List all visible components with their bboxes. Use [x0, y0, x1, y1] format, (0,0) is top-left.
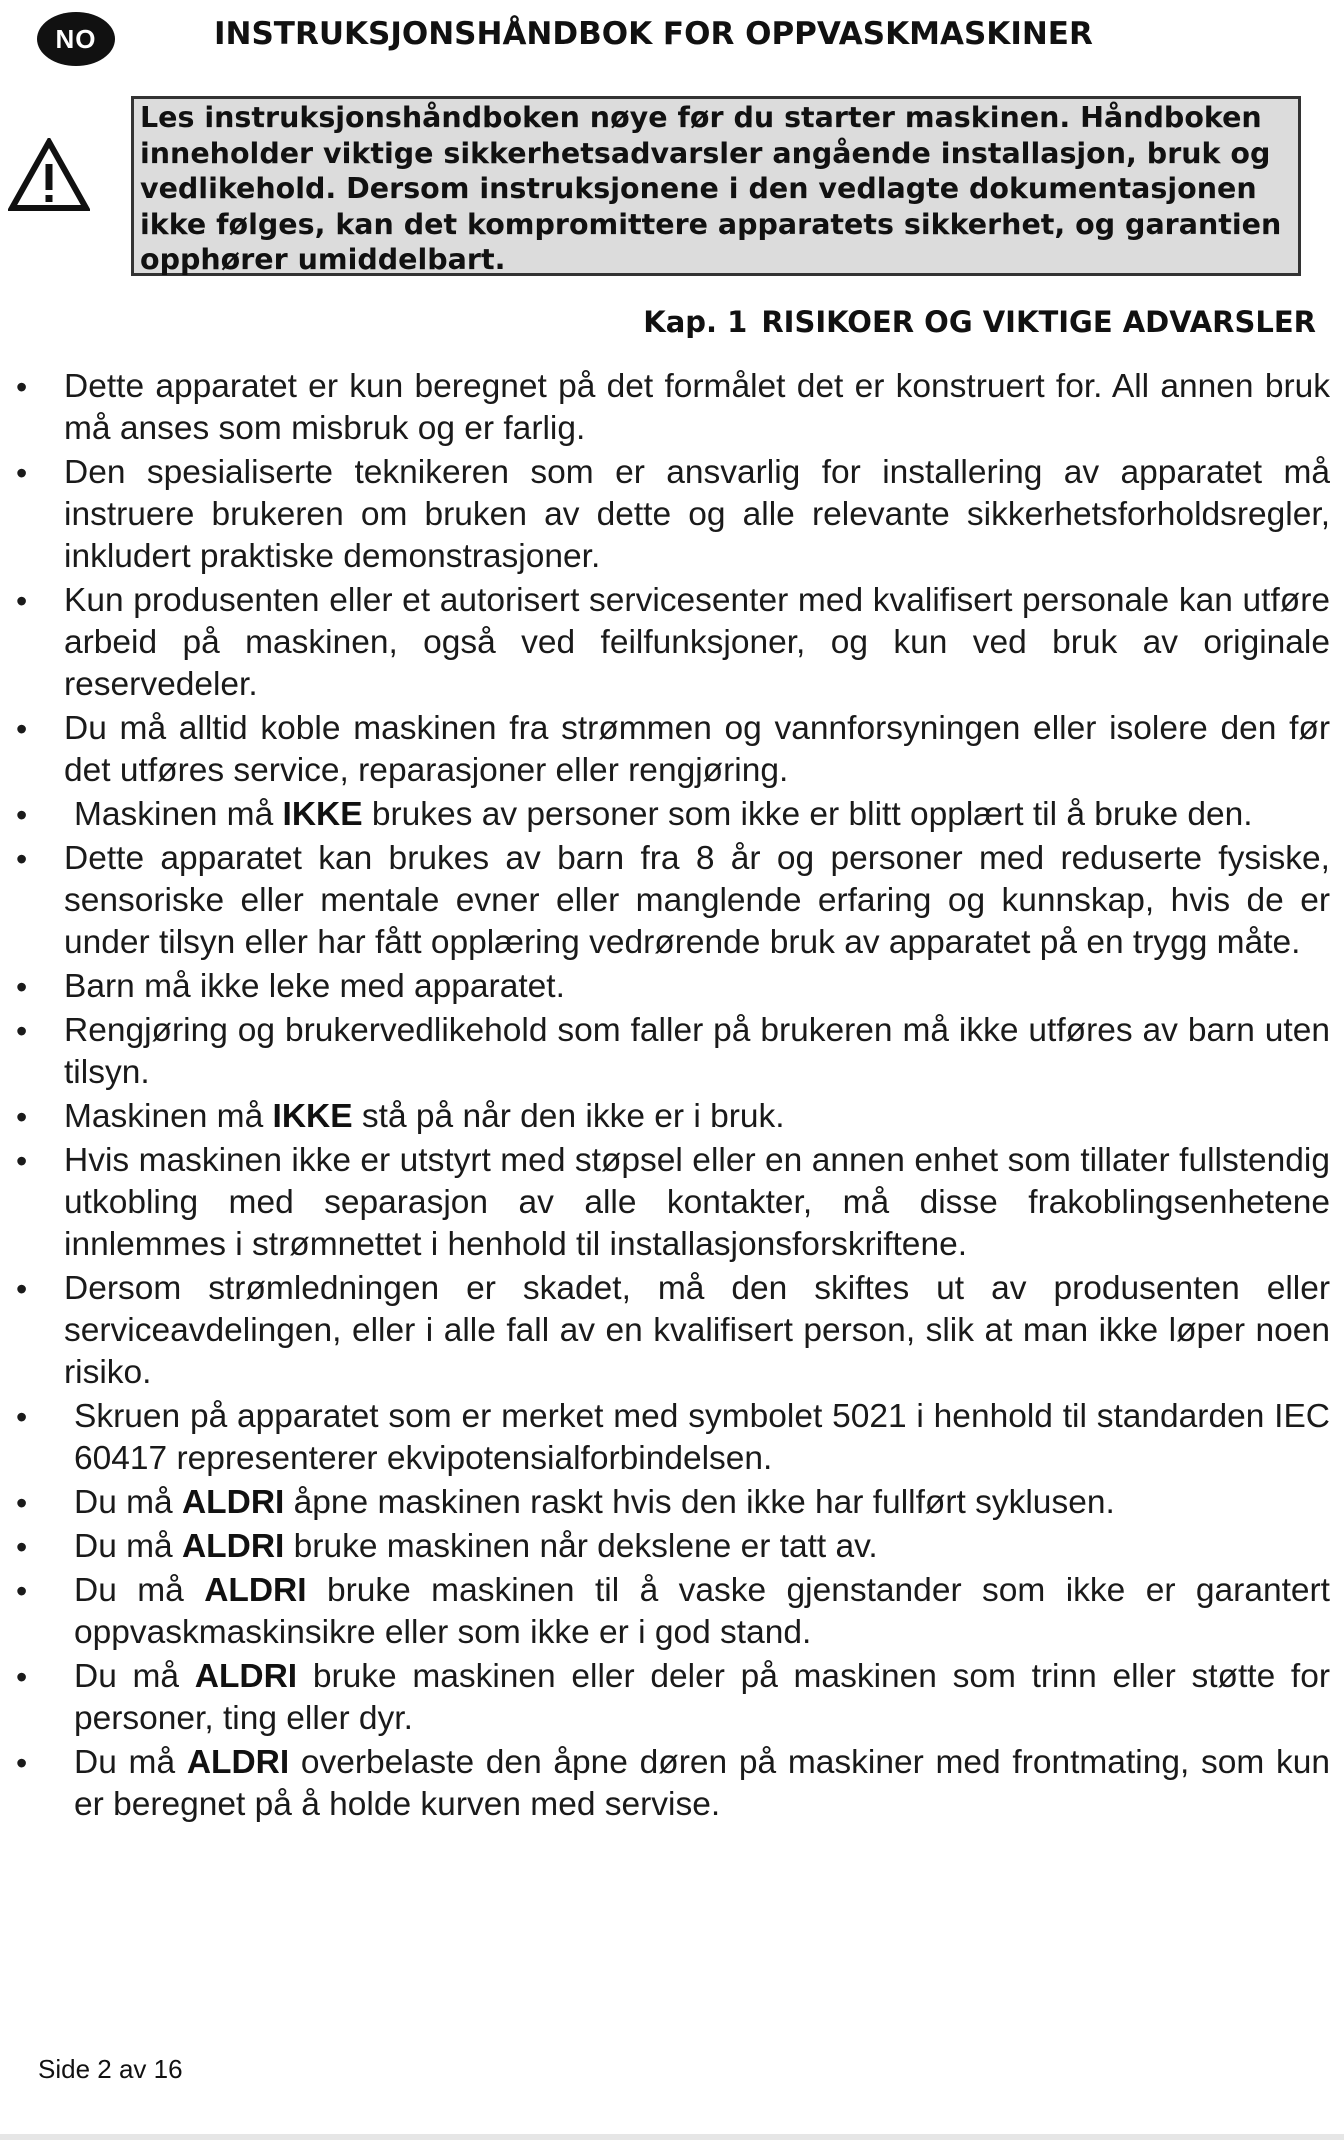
- chapter-heading: [643, 303, 1316, 341]
- list-item: • Rengjøring og brukervedlikehold som faller på brukeren må ikke utføres av barn uten tilsyn.: [14, 1010, 1330, 1094]
- list-item: • Dette apparatet er kun beregnet på det formålet det er konstruert for. All annen bruk må anses som misbruk og er farlig.: [14, 366, 1330, 450]
- language-badge: NO: [37, 12, 115, 66]
- list-item: • Maskinen må IKKE stå på når den ikke er i bruk.: [14, 1096, 1330, 1138]
- list-item: • Du må ALDRI bruke maskinen til å vaske gjenstander som ikke er garantert oppvaskmaskinsikre eller som ikke er i god stand.: [14, 1570, 1330, 1654]
- list-item: • Skruen på apparatet som er merket med symbolet 5021 i henhold til standarden IEC 60417 representerer ekvipotensialforbindelsen.: [14, 1396, 1330, 1480]
- list-item: • Dette apparatet kan brukes av barn fra 8 år og personer med reduserte fysiske, sensoriske eller mentale evner eller manglende erfaring og kunnskap, hvis de er under tilsyn eller har fått opplæring vedrørende bruk av apparatet på en trygg måte.: [14, 838, 1330, 964]
- list-item: • Den spesialiserte teknikeren som er ansvarlig for installering av apparatet må instruere brukeren om bruken av dette og alle relevante sikkerhetsforholdsregler, inkludert praktiske demonstrasjoner.: [14, 452, 1330, 578]
- list-item: • Barn må ikke leke med apparatet.: [14, 966, 1330, 1008]
- page-number: Side 2 av 16: [38, 2054, 183, 2084]
- warning-triangle-icon: [8, 138, 90, 212]
- safety-warning-box: [131, 96, 1301, 276]
- chapter-number: Kap. 1: [643, 305, 748, 339]
- list-item: • Du må ALDRI bruke maskinen eller deler på maskinen som trinn eller støtte for personer, ting eller dyr.: [14, 1656, 1330, 1740]
- list-item: • Kun produsenten eller et autorisert servicesenter med kvalifisert personale kan utføre arbeid på maskinen, også ved feilfunksjoner, og kun ved bruk av originale reservedeler.: [14, 580, 1330, 706]
- list-item: • Hvis maskinen ikke er utstyrt med støpsel eller en annen enhet som tillater fullstendig utkobling med separasjon av alle kontakter, må disse frakoblingsenhetene innlemmes i strømnettet i henhold til installasjonsforskriftene.: [14, 1140, 1330, 1266]
- list-item: • Maskinen må IKKE brukes av personer som ikke er blitt opplært til å bruke den.: [14, 794, 1330, 836]
- page-bottom-divider: [0, 2134, 1344, 2140]
- list-item: • Du må ALDRI bruke maskinen når dekslene er tatt av.: [14, 1526, 1330, 1568]
- document-title: INSTRUKSJONSHÅNDBOK FOR OPPVASKMASKINER: [214, 16, 1093, 52]
- warnings-list: [14, 366, 1330, 1828]
- list-item: • Du må alltid koble maskinen fra strømmen og vannforsyningen eller isolere den før det utføres service, reparasjoner eller rengjøring.: [14, 708, 1330, 792]
- list-item: • Du må ALDRI åpne maskinen raskt hvis den ikke har fullført syklusen.: [14, 1482, 1330, 1524]
- safety-warning-text: Les instruksjonshåndboken nøye før du starter maskinen. Håndboken inneholder viktige sikkerhetsadvarsler angående installasjon, bruk og vedlikehold. Dersom instruksjonene i den vedlagte dokumentasjonen ikke følges, kan det kompromittere apparatets sikkerhet, og garantien opphører umiddelbart.: [140, 101, 1282, 276]
- list-item: • Du må ALDRI overbelaste den åpne døren på maskiner med frontmating, som kun er beregnet på å holde kurven med servise.: [14, 1742, 1330, 1826]
- chapter-title: RISIKOER OG VIKTIGE ADVARSLER: [761, 305, 1316, 339]
- list-item: • Dersom strømledningen er skadet, må den skiftes ut av produsenten eller serviceavdelingen, eller i alle fall av en kvalifisert person, slik at man ikke løper noen risiko.: [14, 1268, 1330, 1394]
